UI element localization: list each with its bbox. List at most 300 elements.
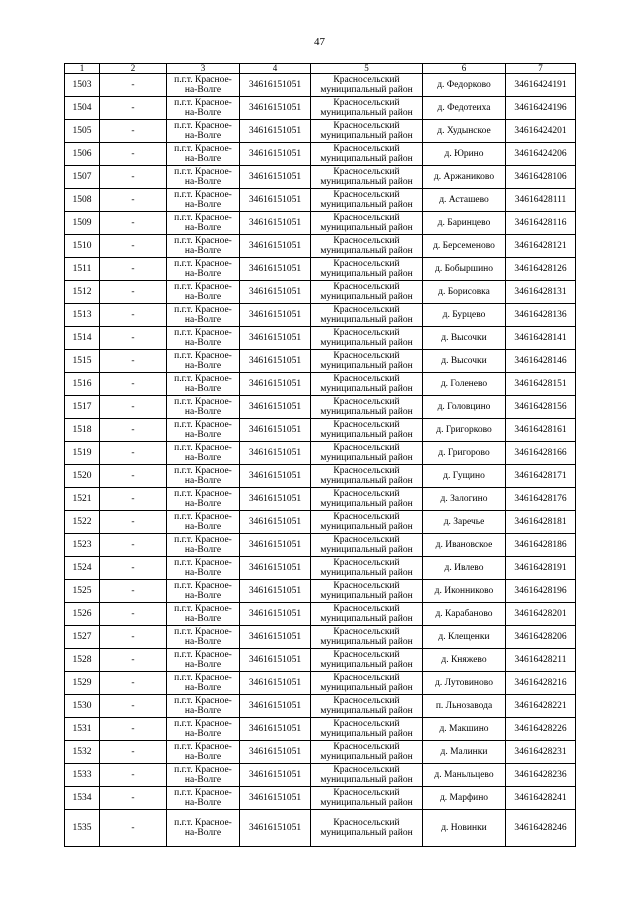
table-row bbox=[65, 787, 576, 810]
district-cell-line: Красносельский bbox=[333, 190, 400, 200]
district-cell-line: муниципальный район bbox=[320, 499, 413, 509]
locality-code-cell: 34616428206 bbox=[506, 626, 576, 649]
dash-cell: - bbox=[100, 465, 167, 488]
table-row bbox=[65, 465, 576, 488]
dash-cell: - bbox=[100, 97, 167, 120]
dash-cell: - bbox=[100, 189, 167, 212]
settlement-cell-line: п.г.т. Красное- bbox=[174, 374, 232, 384]
locality-cell: д. Борисовка bbox=[423, 281, 506, 304]
settlement-cell-line: п.г.т. Красное- bbox=[174, 466, 232, 476]
dash-cell: - bbox=[100, 350, 167, 373]
dash-cell: - bbox=[100, 304, 167, 327]
district-cell bbox=[311, 327, 423, 350]
settlement-cell-line: на-Волге bbox=[184, 177, 222, 187]
settlement-cell bbox=[167, 741, 240, 764]
district-cell-line: муниципальный район bbox=[320, 522, 413, 532]
table-row bbox=[65, 764, 576, 787]
settlement-cell-line: п.г.т. Красное- bbox=[174, 98, 232, 108]
table-row bbox=[65, 511, 576, 534]
page-number: 47 bbox=[314, 36, 325, 48]
locality-cell: д. Аржаниково bbox=[423, 166, 506, 189]
settlement-cell-line: на-Волге bbox=[184, 200, 222, 210]
dash-cell: - bbox=[100, 557, 167, 580]
district-cell-line: муниципальный район bbox=[320, 453, 413, 463]
district-cell-line: муниципальный район bbox=[320, 85, 413, 95]
settlement-cell-line: п.г.т. Красное- bbox=[174, 213, 232, 223]
settlement-cell bbox=[167, 442, 240, 465]
oktmo-cell: 34616151051 bbox=[240, 626, 311, 649]
settlement-cell bbox=[167, 488, 240, 511]
table-row bbox=[65, 557, 576, 580]
locality-cell: д. Федорково bbox=[423, 74, 506, 97]
row-number-cell: 1511 bbox=[65, 258, 100, 281]
settlement-cell-line: на-Волге bbox=[184, 361, 222, 371]
locality-code-cell: 34616428176 bbox=[506, 488, 576, 511]
district-cell-line: муниципальный район bbox=[320, 292, 413, 302]
table-row bbox=[65, 235, 576, 258]
settlement-cell-line: п.г.т. Красное- bbox=[174, 167, 232, 177]
locality-cell: д. Бурцево bbox=[423, 304, 506, 327]
district-cell-line: муниципальный район bbox=[320, 200, 413, 210]
row-number-cell: 1523 bbox=[65, 534, 100, 557]
table-row bbox=[65, 74, 576, 97]
district-cell-line: Красносельский bbox=[333, 213, 400, 223]
district-cell bbox=[311, 672, 423, 695]
settlement-cell-line: на-Волге bbox=[184, 568, 222, 578]
oktmo-cell: 34616151051 bbox=[240, 350, 311, 373]
locality-cell: д. Григорово bbox=[423, 442, 506, 465]
settlement-cell bbox=[167, 258, 240, 281]
settlement-cell-line: п.г.т. Красное- bbox=[174, 818, 232, 828]
settlement-cell-line: на-Волге bbox=[184, 706, 222, 716]
locality-cell: д. Залогино bbox=[423, 488, 506, 511]
district-cell-line: муниципальный район bbox=[320, 430, 413, 440]
settlement-cell bbox=[167, 74, 240, 97]
row-number-cell: 1521 bbox=[65, 488, 100, 511]
locality-cell: д. Берсеменово bbox=[423, 235, 506, 258]
row-number-cell: 1533 bbox=[65, 764, 100, 787]
district-cell-line: Красносельский bbox=[333, 397, 400, 407]
table-row bbox=[65, 166, 576, 189]
district-cell bbox=[311, 235, 423, 258]
row-number-cell: 1522 bbox=[65, 511, 100, 534]
locality-code-cell: 34616428196 bbox=[506, 580, 576, 603]
district-cell-line: Красносельский bbox=[333, 765, 400, 775]
district-cell-line: муниципальный район bbox=[320, 154, 413, 164]
district-cell-line: Красносельский bbox=[333, 818, 400, 828]
table-row bbox=[65, 327, 576, 350]
dash-cell: - bbox=[100, 741, 167, 764]
locality-code-cell: 34616428111 bbox=[506, 189, 576, 212]
header-col-5: 5 bbox=[311, 64, 423, 74]
settlement-cell bbox=[167, 373, 240, 396]
district-cell-line: муниципальный район bbox=[320, 683, 413, 693]
table-row bbox=[65, 488, 576, 511]
settlement-cell-line: п.г.т. Красное- bbox=[174, 581, 232, 591]
locality-code-cell: 34616428106 bbox=[506, 166, 576, 189]
dash-cell: - bbox=[100, 672, 167, 695]
locality-code-cell: 34616428166 bbox=[506, 442, 576, 465]
settlement-cell bbox=[167, 143, 240, 166]
locality-code-cell: 34616428236 bbox=[506, 764, 576, 787]
header-col-4: 4 bbox=[240, 64, 311, 74]
district-cell bbox=[311, 373, 423, 396]
district-cell-line: Красносельский bbox=[333, 351, 400, 361]
district-cell-line: Красносельский bbox=[333, 305, 400, 315]
settlement-cell bbox=[167, 534, 240, 557]
settlement-cell-line: п.г.т. Красное- bbox=[174, 696, 232, 706]
settlement-cell-line: на-Волге bbox=[184, 522, 222, 532]
locality-cell: д. Ивановское bbox=[423, 534, 506, 557]
district-cell-line: Красносельский bbox=[333, 167, 400, 177]
settlement-cell bbox=[167, 626, 240, 649]
settlement-cell bbox=[167, 419, 240, 442]
settlement-cell-line: на-Волге bbox=[184, 453, 222, 463]
table-row bbox=[65, 212, 576, 235]
locality-cell: д. Маньльцево bbox=[423, 764, 506, 787]
district-cell bbox=[311, 143, 423, 166]
row-number-cell: 1508 bbox=[65, 189, 100, 212]
district-cell bbox=[311, 97, 423, 120]
district-cell-line: Красносельский bbox=[333, 788, 400, 798]
locality-cell: д. Юрино bbox=[423, 143, 506, 166]
settlement-cell-line: п.г.т. Красное- bbox=[174, 673, 232, 683]
locality-cell: д. Головцино bbox=[423, 396, 506, 419]
oktmo-cell: 34616151051 bbox=[240, 189, 311, 212]
district-cell-line: муниципальный район bbox=[320, 660, 413, 670]
settlement-cell-line: на-Волге bbox=[184, 683, 222, 693]
district-cell-line: Красносельский bbox=[333, 443, 400, 453]
oktmo-cell: 34616151051 bbox=[240, 281, 311, 304]
settlement-cell-line: на-Волге bbox=[184, 660, 222, 670]
district-cell bbox=[311, 304, 423, 327]
locality-code-cell: 34616424196 bbox=[506, 97, 576, 120]
settlement-cell-line: п.г.т. Красное- bbox=[174, 489, 232, 499]
oktmo-cell: 34616151051 bbox=[240, 741, 311, 764]
settlement-cell-line: на-Волге bbox=[184, 131, 222, 141]
dash-cell: - bbox=[100, 212, 167, 235]
district-cell bbox=[311, 695, 423, 718]
dash-cell: - bbox=[100, 442, 167, 465]
oktmo-cell: 34616151051 bbox=[240, 764, 311, 787]
dash-cell: - bbox=[100, 281, 167, 304]
table-row bbox=[65, 143, 576, 166]
oktmo-cell: 34616151051 bbox=[240, 212, 311, 235]
table-row bbox=[65, 649, 576, 672]
settlement-cell-line: на-Волге bbox=[184, 729, 222, 739]
district-cell-line: Красносельский bbox=[333, 673, 400, 683]
dash-cell: - bbox=[100, 235, 167, 258]
oktmo-cell: 34616151051 bbox=[240, 166, 311, 189]
dash-cell: - bbox=[100, 695, 167, 718]
row-number-cell: 1532 bbox=[65, 741, 100, 764]
dash-cell: - bbox=[100, 327, 167, 350]
dash-cell: - bbox=[100, 166, 167, 189]
settlement-cell-line: на-Волге bbox=[184, 315, 222, 325]
locality-cell: д. Новинки bbox=[423, 810, 506, 847]
row-number-cell: 1529 bbox=[65, 672, 100, 695]
settlement-cell-line: на-Волге bbox=[184, 637, 222, 647]
row-number-cell: 1535 bbox=[65, 810, 100, 847]
locality-cell: д. Высочки bbox=[423, 350, 506, 373]
settlement-cell-line: п.г.т. Красное- bbox=[174, 627, 232, 637]
settlement-cell-line: п.г.т. Красное- bbox=[174, 190, 232, 200]
settlement-cell bbox=[167, 235, 240, 258]
district-cell bbox=[311, 580, 423, 603]
oktmo-cell: 34616151051 bbox=[240, 488, 311, 511]
header-col-2: 2 bbox=[100, 64, 167, 74]
locality-code-cell: 34616428186 bbox=[506, 534, 576, 557]
settlement-cell-line: на-Волге bbox=[184, 154, 222, 164]
district-cell-line: Красносельский bbox=[333, 489, 400, 499]
settlement-cell-line: на-Волге bbox=[184, 430, 222, 440]
table-row bbox=[65, 695, 576, 718]
row-number-cell: 1516 bbox=[65, 373, 100, 396]
settlement-cell bbox=[167, 649, 240, 672]
table-body bbox=[65, 74, 576, 847]
locality-cell: д. Григорково bbox=[423, 419, 506, 442]
row-number-cell: 1528 bbox=[65, 649, 100, 672]
row-number-cell: 1530 bbox=[65, 695, 100, 718]
settlement-cell-line: п.г.т. Красное- bbox=[174, 420, 232, 430]
settlement-cell bbox=[167, 166, 240, 189]
oktmo-cell: 34616151051 bbox=[240, 327, 311, 350]
header-col-3: 3 bbox=[167, 64, 240, 74]
locality-code-cell: 34616428151 bbox=[506, 373, 576, 396]
row-number-cell: 1524 bbox=[65, 557, 100, 580]
district-cell-line: муниципальный район bbox=[320, 108, 413, 118]
district-cell-line: Красносельский bbox=[333, 374, 400, 384]
district-cell-line: муниципальный район bbox=[320, 729, 413, 739]
dash-cell: - bbox=[100, 74, 167, 97]
settlement-cell-line: на-Волге bbox=[184, 752, 222, 762]
district-cell-line: Красносельский bbox=[333, 627, 400, 637]
settlement-cell bbox=[167, 327, 240, 350]
oktmo-cell: 34616151051 bbox=[240, 74, 311, 97]
dash-cell: - bbox=[100, 534, 167, 557]
locality-code-cell: 34616428201 bbox=[506, 603, 576, 626]
district-cell-line: муниципальный район bbox=[320, 315, 413, 325]
dash-cell: - bbox=[100, 143, 167, 166]
district-cell bbox=[311, 120, 423, 143]
table-row bbox=[65, 373, 576, 396]
district-cell-line: Красносельский bbox=[333, 581, 400, 591]
district-cell bbox=[311, 74, 423, 97]
row-number-cell: 1520 bbox=[65, 465, 100, 488]
district-cell bbox=[311, 787, 423, 810]
locality-code-cell: 34616428126 bbox=[506, 258, 576, 281]
locality-cell: п. Льнозавода bbox=[423, 695, 506, 718]
dash-cell: - bbox=[100, 258, 167, 281]
settlement-cell bbox=[167, 396, 240, 419]
dash-cell: - bbox=[100, 396, 167, 419]
header-col-6: 6 bbox=[423, 64, 506, 74]
locality-code-cell: 34616428171 bbox=[506, 465, 576, 488]
locality-code-cell: 34616424201 bbox=[506, 120, 576, 143]
district-cell bbox=[311, 189, 423, 212]
row-number-cell: 1510 bbox=[65, 235, 100, 258]
locality-code-cell: 34616428131 bbox=[506, 281, 576, 304]
table-row bbox=[65, 534, 576, 557]
settlement-cell bbox=[167, 212, 240, 235]
table-row bbox=[65, 718, 576, 741]
district-cell bbox=[311, 810, 423, 847]
settlement-cell-line: п.г.т. Красное- bbox=[174, 328, 232, 338]
row-number-cell: 1531 bbox=[65, 718, 100, 741]
district-cell-line: муниципальный район bbox=[320, 752, 413, 762]
settlement-cell-line: п.г.т. Красное- bbox=[174, 535, 232, 545]
settlement-cell-line: на-Волге bbox=[184, 292, 222, 302]
locality-cell: д. Худынское bbox=[423, 120, 506, 143]
row-number-cell: 1527 bbox=[65, 626, 100, 649]
locality-cell: д. Карабаново bbox=[423, 603, 506, 626]
locality-cell: д. Заречье bbox=[423, 511, 506, 534]
district-cell-line: Красносельский bbox=[333, 282, 400, 292]
locality-code-cell: 34616428156 bbox=[506, 396, 576, 419]
row-number-cell: 1525 bbox=[65, 580, 100, 603]
district-cell-line: Красносельский bbox=[333, 121, 400, 131]
settlement-cell-line: на-Волге bbox=[184, 384, 222, 394]
row-number-cell: 1506 bbox=[65, 143, 100, 166]
locality-code-cell: 34616428146 bbox=[506, 350, 576, 373]
settlement-cell-line: на-Волге bbox=[184, 108, 222, 118]
settlement-cell bbox=[167, 580, 240, 603]
settlement-cell-line: п.г.т. Красное- bbox=[174, 121, 232, 131]
district-cell-line: Красносельский bbox=[333, 650, 400, 660]
dash-cell: - bbox=[100, 626, 167, 649]
settlement-cell-line: п.г.т. Красное- bbox=[174, 236, 232, 246]
settlement-cell-line: на-Волге bbox=[184, 407, 222, 417]
settlement-cell-line: п.г.т. Красное- bbox=[174, 650, 232, 660]
row-number-cell: 1505 bbox=[65, 120, 100, 143]
locality-code-cell: 34616428136 bbox=[506, 304, 576, 327]
district-cell bbox=[311, 281, 423, 304]
table-row bbox=[65, 810, 576, 847]
settlement-cell-line: п.г.т. Красное- bbox=[174, 144, 232, 154]
district-cell-line: муниципальный район bbox=[320, 775, 413, 785]
locality-cell: д. Макшино bbox=[423, 718, 506, 741]
district-cell-line: муниципальный район bbox=[320, 476, 413, 486]
locality-cell: д. Малинки bbox=[423, 741, 506, 764]
district-cell-line: муниципальный район bbox=[320, 706, 413, 716]
row-number-cell: 1514 bbox=[65, 327, 100, 350]
settlement-cell-line: п.г.т. Красное- bbox=[174, 512, 232, 522]
oktmo-cell: 34616151051 bbox=[240, 373, 311, 396]
oktmo-cell: 34616151051 bbox=[240, 603, 311, 626]
locality-cell: д. Баринцево bbox=[423, 212, 506, 235]
district-cell-line: муниципальный район bbox=[320, 223, 413, 233]
settlement-cell bbox=[167, 695, 240, 718]
district-cell bbox=[311, 419, 423, 442]
district-cell bbox=[311, 442, 423, 465]
oktmo-cell: 34616151051 bbox=[240, 419, 311, 442]
settlements-table bbox=[64, 63, 576, 847]
oktmo-cell: 34616151051 bbox=[240, 672, 311, 695]
settlement-cell-line: п.г.т. Красное- bbox=[174, 765, 232, 775]
district-cell-line: Красносельский bbox=[333, 696, 400, 706]
table-row bbox=[65, 281, 576, 304]
dash-cell: - bbox=[100, 787, 167, 810]
locality-code-cell: 34616428141 bbox=[506, 327, 576, 350]
district-cell bbox=[311, 166, 423, 189]
locality-cell: д. Княжево bbox=[423, 649, 506, 672]
district-cell bbox=[311, 258, 423, 281]
locality-code-cell: 34616428161 bbox=[506, 419, 576, 442]
dash-cell: - bbox=[100, 488, 167, 511]
district-cell-line: Красносельский bbox=[333, 604, 400, 614]
settlement-cell-line: п.г.т. Красное- bbox=[174, 351, 232, 361]
district-cell bbox=[311, 718, 423, 741]
settlement-cell-line: на-Волге bbox=[184, 338, 222, 348]
locality-cell: д. Иконниково bbox=[423, 580, 506, 603]
oktmo-cell: 34616151051 bbox=[240, 534, 311, 557]
header-col-1: 1 bbox=[65, 64, 100, 74]
settlement-cell bbox=[167, 189, 240, 212]
oktmo-cell: 34616151051 bbox=[240, 304, 311, 327]
settlement-cell bbox=[167, 810, 240, 847]
settlement-cell-line: на-Волге bbox=[184, 246, 222, 256]
oktmo-cell: 34616151051 bbox=[240, 557, 311, 580]
district-cell-line: Красносельский bbox=[333, 144, 400, 154]
settlement-cell-line: на-Волге bbox=[184, 591, 222, 601]
oktmo-cell: 34616151051 bbox=[240, 649, 311, 672]
district-cell bbox=[311, 350, 423, 373]
district-cell-line: муниципальный район bbox=[320, 338, 413, 348]
district-cell-line: Красносельский bbox=[333, 75, 400, 85]
locality-cell: д. Бобыршино bbox=[423, 258, 506, 281]
oktmo-cell: 34616151051 bbox=[240, 810, 311, 847]
dash-cell: - bbox=[100, 603, 167, 626]
table-row bbox=[65, 396, 576, 419]
district-cell-line: муниципальный район bbox=[320, 407, 413, 417]
locality-code-cell: 34616428241 bbox=[506, 787, 576, 810]
settlement-cell-line: п.г.т. Красное- bbox=[174, 397, 232, 407]
row-number-cell: 1503 bbox=[65, 74, 100, 97]
locality-code-cell: 34616428221 bbox=[506, 695, 576, 718]
locality-code-cell: 34616428116 bbox=[506, 212, 576, 235]
settlement-cell-line: на-Волге bbox=[184, 269, 222, 279]
dash-cell: - bbox=[100, 718, 167, 741]
row-number-cell: 1526 bbox=[65, 603, 100, 626]
settlement-cell bbox=[167, 120, 240, 143]
locality-cell: д. Голенево bbox=[423, 373, 506, 396]
locality-code-cell: 34616424206 bbox=[506, 143, 576, 166]
dash-cell: - bbox=[100, 764, 167, 787]
settlement-cell bbox=[167, 281, 240, 304]
locality-cell: д. Марфино bbox=[423, 787, 506, 810]
oktmo-cell: 34616151051 bbox=[240, 580, 311, 603]
settlement-cell-line: на-Волге bbox=[184, 828, 222, 838]
table-row bbox=[65, 603, 576, 626]
district-cell-line: Красносельский bbox=[333, 512, 400, 522]
table-row bbox=[65, 741, 576, 764]
district-cell-line: Красносельский bbox=[333, 742, 400, 752]
header-row bbox=[65, 64, 576, 74]
district-cell-line: Красносельский bbox=[333, 420, 400, 430]
dash-cell: - bbox=[100, 511, 167, 534]
district-cell bbox=[311, 534, 423, 557]
settlement-cell-line: п.г.т. Красное- bbox=[174, 719, 232, 729]
dash-cell: - bbox=[100, 649, 167, 672]
district-cell bbox=[311, 557, 423, 580]
row-number-cell: 1517 bbox=[65, 396, 100, 419]
district-cell bbox=[311, 649, 423, 672]
locality-code-cell: 34616424191 bbox=[506, 74, 576, 97]
locality-cell: д. Лутовиново bbox=[423, 672, 506, 695]
oktmo-cell: 34616151051 bbox=[240, 120, 311, 143]
row-number-cell: 1519 bbox=[65, 442, 100, 465]
settlement-cell-line: на-Волге bbox=[184, 775, 222, 785]
